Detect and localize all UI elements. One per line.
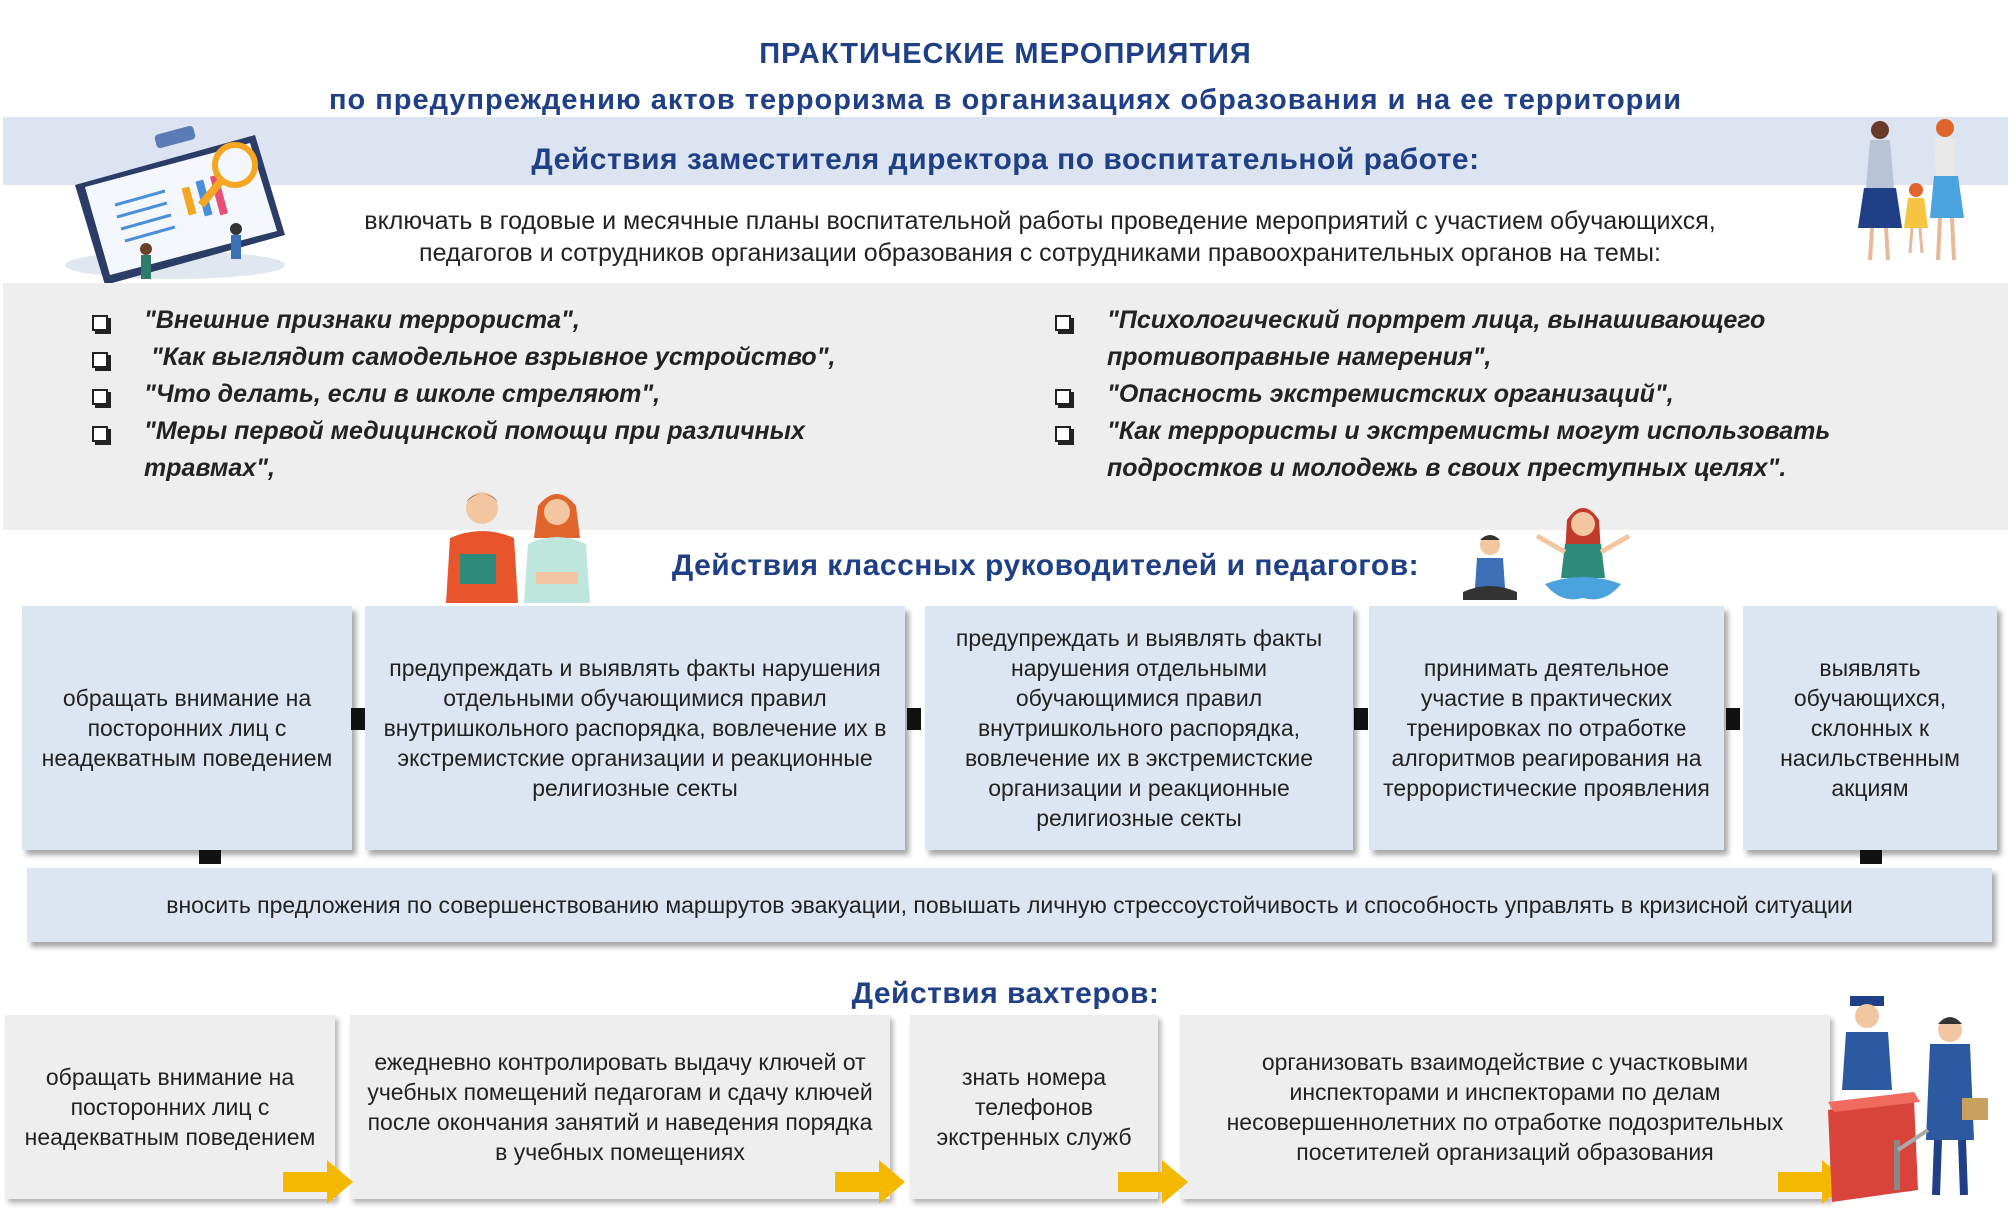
deputy-intro <box>270 205 1810 269</box>
box-connector <box>351 708 365 730</box>
checkbox-icon <box>92 315 108 331</box>
guard-action-box: знать номера телефонов экстренных служб <box>910 1015 1158 1199</box>
checkbox-icon <box>1055 315 1071 331</box>
list-item: "Внешние признаки террориста", <box>92 302 992 339</box>
teacher-action-box: предупреждать и выявлять факты нарушения отдельными обучающимися правил внутришкольного распорядка, вовлечение их в экстремистские организации и реакционные религиозные секты <box>925 606 1353 850</box>
guard-action-box: ежедневно контролировать выдачу ключей от учебных помещений педагогам и сдачу ключей после окончания занятий и наведения порядка в учебных помещениях <box>350 1015 890 1199</box>
box-connector <box>907 708 921 730</box>
box-connector <box>1726 708 1740 730</box>
teacher-summary-box: вносить предложения по совершенствованию маршрутов эвакуации, повышать личную стрессоустойчивость и способность управлять в кризисной ситуации <box>27 868 1992 942</box>
clipboard-analytics-illustration <box>55 125 295 290</box>
checkbox-icon <box>92 389 108 405</box>
arrow-right-icon <box>1118 1160 1188 1204</box>
topics-left-list <box>92 302 992 487</box>
two-teachers-illustration <box>432 488 607 608</box>
guard-action-box: обращать внимание на посторонних лиц с неадекватным поведением <box>5 1015 335 1199</box>
checkbox-icon <box>92 426 108 442</box>
guards-heading: Действия вахтеров: <box>851 977 1160 1010</box>
mothers-with-child-illustration <box>1850 118 1975 273</box>
teacher-action-box: принимать деятельное участие в практических тренировках по отработке алгоритмов реагирования на террористические проявления <box>1369 606 1724 850</box>
arrow-right-icon <box>835 1160 905 1204</box>
teacher-action-box: обращать внимание на посторонних лиц с неадекватным поведением <box>22 606 352 850</box>
box-connector <box>199 850 221 864</box>
checkbox-icon <box>1055 389 1071 405</box>
list-item: "Меры первой медицинской помощи при различных травмах", <box>92 413 904 487</box>
arrow-right-icon <box>283 1160 353 1204</box>
list-item: "Как террористы и экстремисты могут использовать подростков и молодежь в своих преступных целях". <box>1055 413 1967 487</box>
security-guard-desk-illustration <box>1828 990 2008 1210</box>
list-item: "Психологический портрет лица, вынашивающего противоправные намерения", <box>1055 302 1877 376</box>
teachers-heading: Действия классных руководителей и педагогов: <box>671 549 1420 582</box>
guard-action-box: организовать взаимодействие с участковыми инспекторами и инспекторами по делам несовершеннолетних по отработке подозрительных посетителей организаций образования <box>1180 1015 1830 1199</box>
topics-right-list <box>1055 302 1955 487</box>
list-item: "Опасность экстремистских организаций", <box>1055 376 1955 413</box>
list-item: "Что делать, если в школе стреляют", <box>92 376 992 413</box>
teacher-action-box: выявлять обучающихся, склонных к насильственным акциям <box>1743 606 1997 850</box>
deputy-heading: Действия заместителя директора по воспитательной работе: <box>531 143 1480 176</box>
checkbox-icon <box>92 352 108 368</box>
teacher-action-box: предупреждать и выявлять факты нарушения отдельными обучающимися правил внутришкольного распорядка, вовлечение их в экстремистские организации и реакционные религиозные секты <box>365 606 905 850</box>
page-subtitle: по предупреждению актов терроризма в организациях образования и на ее территории <box>328 84 1683 116</box>
page-title: ПРАКТИЧЕСКИЕ МЕРОПРИЯТИЯ <box>759 38 1252 70</box>
list-item: "Как выглядит самодельное взрывное устройство", <box>92 339 992 376</box>
box-connector <box>1860 850 1882 864</box>
box-connector <box>1354 708 1368 730</box>
deputy-intro-line1: включать в годовые и месячные планы воспитательной работы проведение мероприятий с участием обучающихся, <box>364 207 1716 235</box>
deputy-intro-line2: педагогов и сотрудников организации образования с сотрудниками правоохранительных органов на темы: <box>419 239 1661 267</box>
teacher-with-kids-illustration <box>1455 500 1640 615</box>
checkbox-icon <box>1055 426 1071 442</box>
